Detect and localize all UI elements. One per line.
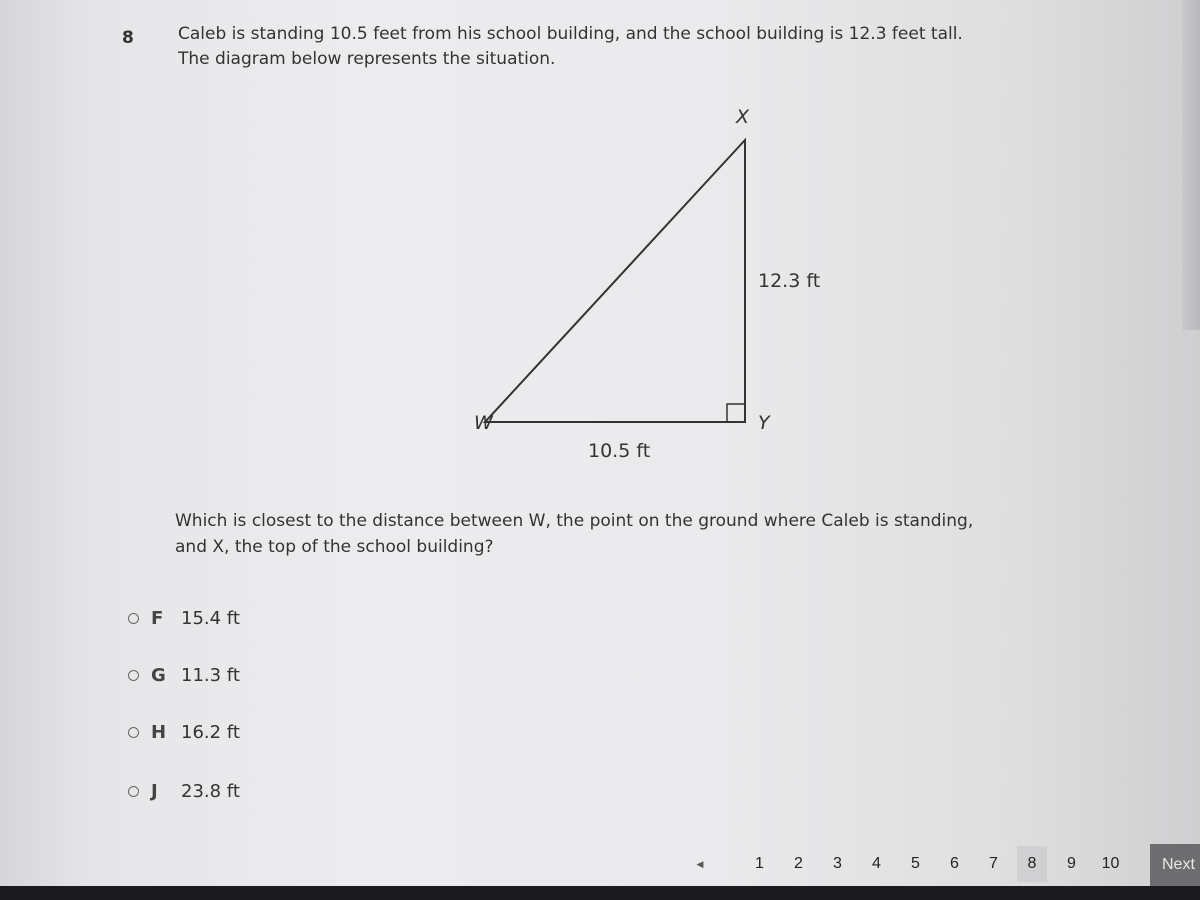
page-button-6[interactable]: 6 (950, 855, 959, 872)
page-button-7[interactable]: 7 (989, 855, 998, 872)
choice-letter: H (151, 721, 167, 743)
screen-edge (1182, 0, 1200, 330)
choice-value: 16.2 ft (181, 721, 240, 743)
choice-value: 15.4 ft (181, 607, 240, 629)
base-label: 10.5 ft (588, 440, 651, 462)
stem-line-1: Caleb is standing 10.5 feet from his school building, and the school building is 12.3 feet tall. (178, 24, 963, 44)
page-button-4[interactable]: 4 (872, 855, 881, 872)
answer-choice-h[interactable] (128, 720, 240, 744)
question-prompt (175, 508, 1135, 560)
question-stem (178, 22, 1138, 72)
right-angle-marker (727, 404, 745, 422)
vertex-x-label: X (736, 106, 750, 128)
choice-value: 23.8 ft (181, 780, 240, 802)
prompt-line-1: Which is closest to the distance between W, the point on the ground where Caleb is standing, (175, 511, 974, 531)
radio-button-icon[interactable] (128, 786, 139, 797)
choice-letter: J (151, 780, 158, 802)
radio-button-icon[interactable] (128, 670, 139, 681)
prompt-line-2: and X, the top of the school building? (175, 537, 494, 557)
page-button-5[interactable]: 5 (911, 855, 920, 872)
page-button-1[interactable]: 1 (755, 855, 764, 872)
answer-choice-g[interactable] (128, 663, 240, 687)
previous-arrow-icon[interactable]: ◀ (696, 858, 704, 869)
screen-bottom-bezel (0, 886, 1200, 900)
page-button-9[interactable]: 9 (1067, 855, 1076, 872)
radio-button-icon[interactable] (128, 727, 139, 738)
page-button-3[interactable]: 3 (833, 855, 842, 872)
radio-button-icon[interactable] (128, 613, 139, 624)
question-number: 8 (122, 28, 134, 48)
right-triangle-diagram (440, 100, 880, 470)
page-button-10[interactable]: 10 (1101, 855, 1120, 872)
choice-letter: F (151, 607, 164, 629)
next-button[interactable]: Next (1150, 844, 1200, 886)
triangle-shape (485, 140, 745, 422)
page-button-8-current[interactable]: 8 (1017, 846, 1047, 882)
height-label: 12.3 ft (758, 270, 821, 292)
question-pager (690, 846, 1130, 882)
vertex-y-label: Y (758, 412, 770, 434)
stem-line-2: The diagram below represents the situation. (178, 49, 556, 69)
choice-letter: G (151, 664, 166, 686)
answer-choice-j[interactable] (128, 779, 240, 803)
page-button-2[interactable]: 2 (794, 855, 803, 872)
answer-choice-f[interactable] (128, 606, 240, 630)
vertex-w-label: W (474, 412, 493, 434)
choice-value: 11.3 ft (181, 664, 240, 686)
